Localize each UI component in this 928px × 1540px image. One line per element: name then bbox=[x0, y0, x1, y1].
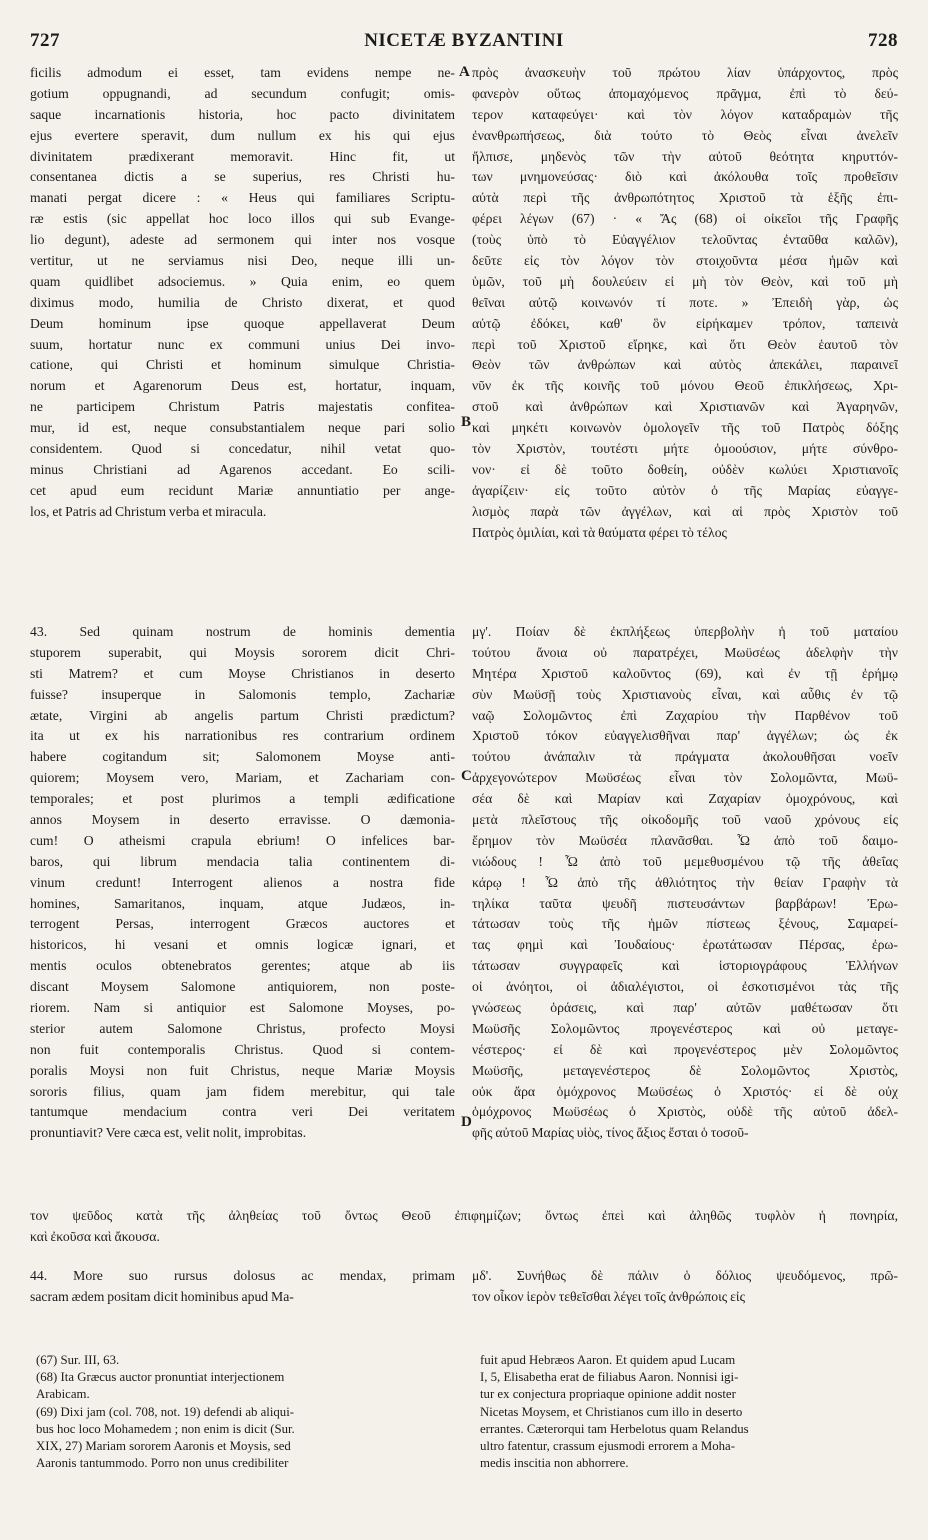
text-line: ἀρχεγονώτερον Μωϋσέως εἶναι τὸν Σολομῶντα, Μωϋ- bbox=[472, 770, 898, 786]
text-line: Πατρὸς ὁμιλίαι, καὶ τὰ θαύματα φέρει τὸ τέλος bbox=[472, 524, 727, 540]
footnotes-left bbox=[36, 1352, 454, 1472]
text-line: diximus modo, humilia de Christo dixerat, et quod bbox=[30, 294, 455, 310]
text-line: θεῖναι αὐτῷ κοινωνόν τί ποτε. » Ἐπειδὴ γὰρ, ὡς bbox=[472, 294, 898, 310]
text-line: καὶ ἐκοῦσα καὶ ἄκουσα. bbox=[30, 1228, 160, 1244]
text-line: catione, qui Christi et hominum simulque Christia- bbox=[30, 357, 455, 373]
text-line: των μνημονεύσας· διὸ καὶ ἀκόλουθα τοῖς προθεῖσιν bbox=[472, 169, 898, 185]
text-line: μγ'. Ποίαν δὲ ἐκπλήξεως ὑπερβολὴν ἡ τοῦ ματαίου bbox=[472, 624, 898, 639]
text-line: ita ut ex his narrationibus res contrarium ordinem bbox=[30, 728, 455, 744]
text-line: καὶ μηκέτι κοινωνὸν ὁμολογεῖν τῆς τοῦ Πατρὸς δόξης bbox=[472, 420, 898, 436]
page-header bbox=[30, 30, 898, 58]
text-line: habere cogitandum sit; Salomonem Moyse anti- bbox=[30, 749, 455, 765]
text-line: sororis filius, quam jam fidem merebitur, qui tale bbox=[30, 1083, 455, 1099]
text-line: XIX, 27) Mariam sororem Aaronis et Moysis, sed bbox=[36, 1438, 291, 1453]
text-line: Μωϋσῆς Σολομῶντος προγενέστερος καὶ οὐ μεταγε- bbox=[472, 1020, 898, 1036]
text-line: σὺν Μωϋσῇ τοὺς Χριστιανοὺς εἶναι, καὶ αὖθις ἐν τῷ bbox=[472, 686, 898, 702]
text-line: terrogent Persas, interrogent Græcos auctores et bbox=[30, 916, 455, 932]
text-line: τας φημὶ καὶ Ἰουδαίους· ἐρωτάτωσαν Πέρσας, ἐρω- bbox=[472, 937, 898, 953]
text-line: norum et Agarenorum Deus est, hortatur, inquam, bbox=[30, 378, 455, 394]
text-line: temporales; et post plurimos a templi ædificatione bbox=[30, 791, 455, 807]
text-line: τούτου ἀνάπαλιν τὰ πράγματα ἀκολουθῆσαι νοεῖν bbox=[472, 749, 898, 765]
text-line: τον ψεῦδος κατὰ τῆς ἀληθείας τοῦ ὄντως Θεοῦ ἐπιφημίζων; ὄντως ἐπεὶ καὶ ἀληθῶς τυφλὸν ἡ πονηρία, bbox=[30, 1208, 898, 1223]
text-line: σέα δὲ καὶ Μαρίαν καὶ Ζαχαρίαν ὁμοχρόνους, καὶ bbox=[472, 791, 898, 807]
text-line: περὶ τοῦ Χριστοῦ εἴρηκε, καὶ ὅτι Θεὸν ἑαυτοῦ τὸν bbox=[472, 336, 898, 352]
text-line: vinum credunt! Interrogent alienos a nostra fide bbox=[30, 874, 455, 890]
text-line: τὸν Χριστὸν, τουτέστι μήτε ὁμοούσιον, μήτε σύνθρο- bbox=[472, 441, 898, 457]
text-line: ultro fatentur, crassum ejusmodi errorem a Moha- bbox=[480, 1438, 735, 1453]
text-line: pronuntiavit? Vere cæca est, velit nolit, improbitas. bbox=[30, 1125, 307, 1141]
text-line: saque incarnationis historia, hoc pacto divinitatem bbox=[30, 106, 455, 122]
text-line: ἐνανθρωπήσεως, διὰ τούτο τὸ Θεὸς εἶναι ἀνελεῖν bbox=[472, 127, 898, 143]
text-line: ναῷ Σολομῶντος ἐπὶ Ζαχαρίου τὴν Παρθένον τοῦ bbox=[472, 707, 898, 723]
text-line: vertitur, ut ne serviamus nisi Deo, neque illi un- bbox=[30, 253, 455, 269]
text-line: ὁμόχρονος Μωϋσέως ὁ Χριστὸς, οὐδὲ τῆς αὐτοῦ ἀδελ- bbox=[472, 1104, 898, 1120]
text-line: Aaronis tantummodo. Porro non unus credibiliter bbox=[36, 1456, 289, 1471]
text-line: stuporem superabit, qui Moysis sororem dicit Chri- bbox=[30, 644, 455, 660]
text-line: Nicetas Moysem, et Christianos cum illo in deserto bbox=[480, 1404, 743, 1419]
text-line: tantumque mendacium contra veri Dei veritatem bbox=[30, 1104, 455, 1120]
text-line: quiorem; Moysem vero, Mariam, et Zachariam con- bbox=[30, 770, 455, 786]
greek-column-section-44 bbox=[472, 1266, 898, 1308]
text-line: ὑμῶν, τοῦ μὴ δουλεύειν εἰ μὴ τὸν Θεὸν, καὶ τοῦ μὴ bbox=[472, 273, 898, 289]
text-line: annos Moysem in deserto erravisse. O dæmonia- bbox=[30, 812, 455, 828]
text-line: μδ'. Συνήθως δὲ πάλιν ὁ δόλιος ψευδόμενος, πρῶ- bbox=[472, 1268, 898, 1283]
text-line: minus Christiani ad Agarenos accedant. Eo scili- bbox=[30, 461, 455, 477]
text-line: cet apud eum recidunt Mariæ annuntiatio per ange- bbox=[30, 482, 455, 498]
latin-column-section-43 bbox=[30, 622, 455, 1144]
text-line: νῦν ἐκ τῆς κοινῆς τοῦ μόνου Θεοῦ ἐπικλήσεως, Χρι- bbox=[472, 378, 898, 394]
text-line: manati pergat dicere : « Heus qui familiares Scriptu- bbox=[30, 190, 455, 206]
text-line: οἱ ἀνόητοι, οἱ ἀδιαλέγιστοι, οἱ ἐσκοτισμένοι τὰς τῆς bbox=[472, 979, 898, 995]
text-line: bus hoc loco Mohamedem ; non enim is dicit (Sur. bbox=[36, 1421, 295, 1436]
text-line: νιώδους ! Ὦ ἀπὸ τοῦ μεμεθυσμένου τῷ τῆς ἀθεΐας bbox=[472, 853, 898, 869]
text-line: quam quidlibet adsociemus. » Quia enim, eo quem bbox=[30, 273, 455, 289]
text-line: ἤλπισε, μηδενὸς τῶν τὴν αὐτοῦ θεότητα κηρυττόν- bbox=[472, 148, 898, 164]
text-line: (68) Ita Græcus auctor pronuntiat interjectionem bbox=[36, 1370, 285, 1385]
text-line: Θεὸν τῶν ἀνθρώπων καὶ αὐτὸς ἀπεκάλει, παραινεῖ bbox=[472, 357, 898, 373]
text-line: ræ estis (sic appellat hoc loco illos qui sub Evange- bbox=[30, 211, 455, 227]
text-line: errantes. Cæterorqui tam Herbelotus quam Relandus bbox=[480, 1421, 749, 1436]
text-line: poralis Moysi non fuit Christus, neque Mariæ Moysis bbox=[30, 1062, 455, 1078]
footnotes-right bbox=[480, 1352, 896, 1472]
text-line: Μητέρα Χριστοῦ καλοῦντος (69), καὶ ἐν τῇ ἐρήμῳ bbox=[472, 665, 898, 681]
text-line: οὐκ ἄρα ὁμόχρονος Μωϋσέως ὁ Χριστός· εἰ δὲ οὐχ bbox=[472, 1083, 898, 1099]
text-line: homines, Samaritanos, inquam, atque Judæos, in- bbox=[30, 895, 455, 911]
text-line: (τοὺς ὑπὸ τὸ Εὐαγγέλιον τελοῦντας ἐνταῦθα καλῶν), bbox=[472, 232, 898, 248]
text-line: tur ex conjectura propriaque opinione addit noster bbox=[480, 1387, 736, 1402]
margin-marker-d: D bbox=[461, 1114, 472, 1130]
text-line: non fuit contemporalis Christus. Quod si contem- bbox=[30, 1041, 455, 1057]
text-line: ficilis admodum ei esset, tam evidens nempe ne- bbox=[30, 65, 455, 80]
greek-column-section-42 bbox=[472, 63, 898, 543]
text-line: νον· εἰ δὲ τοῦτο δοθείη, οὐδὲν κωλύει Χριστιανοῖς bbox=[472, 461, 898, 477]
text-line: φανερὸν οὕτως ἀπομαχόμενος πρᾶγμα, ἐπὶ τὸ δεύ- bbox=[472, 85, 898, 101]
text-line: I, 5, Elisabetha erat de filiabus Aaron. Nonnisi igi- bbox=[480, 1370, 739, 1385]
text-line: (67) Sur. III, 63. bbox=[36, 1353, 120, 1367]
text-line: ne participem Christum Patris majestatis confitea- bbox=[30, 399, 455, 415]
latin-column-section-42 bbox=[30, 63, 455, 523]
text-line: Χριστοῦ τόκον εὐαγγελισθῆναι παρ' ἀγγέλων; ὡς ἐκ bbox=[472, 728, 898, 744]
text-line: δεῦτε εἰς τὸν λόγον τὸν στοιχοῦντα μέσα ἡμῶν καὶ bbox=[472, 253, 898, 269]
text-line: 44. More suo rursus dolosus ac mendax, primam bbox=[30, 1268, 455, 1283]
text-line: cum! O atheismi crapula ebrium! O infelices bar- bbox=[30, 832, 455, 848]
text-line: medis inscitia non abhorrere. bbox=[480, 1456, 629, 1471]
text-line: φῆς αὐτοῦ Μαρίας υἱὸς, τίνος ἄξιος ἔσται ὁ τοσοῦ- bbox=[472, 1125, 749, 1141]
margin-marker-b: B bbox=[461, 414, 472, 430]
text-line: baros, qui librum mendacia talia continentem di- bbox=[30, 853, 455, 869]
latin-column-section-44 bbox=[30, 1266, 455, 1308]
text-line: historicos, hi vesani et omnis logicæ ignari, et bbox=[30, 937, 455, 953]
text-line: τηλίκα ταῦτα ψευδῆ πιστευσάντων βαρβάρων! Ἐρω- bbox=[472, 895, 898, 911]
text-line: πρὸς ἀνασκευὴν τοῦ πρώτου λίαν ὑπάρχοντος, πρὸς bbox=[472, 65, 898, 80]
text-line: mur, id est, neque consubstantialem neque pari solio bbox=[30, 420, 455, 436]
text-line: Arabicam. bbox=[36, 1387, 90, 1402]
running-title: NICETÆ BYZANTINI bbox=[364, 30, 564, 51]
text-line: κάρῳ ! Ὦ ἀπὸ τῆς ἀθλιότητος τὴν θείαν Γραφὴν τὰ bbox=[472, 874, 898, 890]
text-line: sti Matrem? et cum Moyse Christianos in deserto bbox=[30, 665, 455, 681]
text-line: ætate, Virgini ab angelis partum Christi prædictum? bbox=[30, 707, 455, 723]
text-line: los, et Patris ad Christum verba et miracula. bbox=[30, 503, 267, 519]
text-line: considentem. Quod si concedatur, nihil vetat quo- bbox=[30, 441, 455, 457]
text-line: γνώσεως ὁράσεις, καὶ παρ' αὐτῶν μαθέτωσαν ὅτι bbox=[472, 1000, 898, 1016]
text-line: gotium oppugnandi, ad secundum confugit; omis- bbox=[30, 85, 455, 101]
text-line: στοῦ καὶ ἀνθρώπων καὶ Χριστιανῶν καὶ Ἀγαρηνῶν, bbox=[472, 399, 898, 415]
text-line: μετὰ πλεῖστους τῆς οἰκοδομῆς τοῦ ναοῦ χρόνους εἰς bbox=[472, 812, 898, 828]
text-line: τάτωσαν συγγραφεῖς καὶ ἱστοριογράφους Ἑλλήνων bbox=[472, 958, 898, 974]
margin-marker-a: A bbox=[459, 64, 470, 80]
text-line: ἔρημον τὸν Μωϋσέα πλανᾶσθαι. Ὦ ἀπὸ τοῦ δαιμο- bbox=[472, 832, 898, 848]
greek-column-section-43 bbox=[472, 622, 898, 1144]
text-line: τερον καταφεύγει· καὶ τὸν λόγον καταδραμὼν τῆς bbox=[472, 106, 898, 122]
text-line: mentis oculos obtenebratos gerentes; atque ab iis bbox=[30, 958, 455, 974]
text-line: (69) Dixi jam (col. 708, not. 19) defendi ab aliqui- bbox=[36, 1404, 295, 1419]
text-line: τον οἶκον ἱερὸν τεθεῖσθαι λέγει τοῖς ἀνθρώποις εἰς bbox=[472, 1288, 745, 1304]
text-line: αὐτῷ ἐδόκει, καθ' ὃν εἰρήκαμεν τρόπον, ταπεινὰ bbox=[472, 315, 898, 331]
text-line: 43. Sed quinam nostrum de hominis dementia bbox=[30, 624, 455, 639]
text-line: Μωϋσῆς, μεταγενέστερος δὲ Σολομῶντος Χριστὸς, bbox=[472, 1062, 898, 1078]
text-line: fuit apud Hebræos Aaron. Et quidem apud Lucam bbox=[480, 1353, 736, 1367]
text-line: discant Moysem Salomone antiquiorem, non poste- bbox=[30, 979, 455, 995]
text-line: νέστερος· εἰ δὲ καὶ προγενέστερος μὲν Σολομῶντος bbox=[472, 1041, 898, 1057]
text-line: riorem. Nam si antiquior est Salomone Moyses, po- bbox=[30, 1000, 455, 1016]
text-line: τάτωσαν τοὺς τῆς ἡμῶν πίστεως ξένους, Σαμαρεί- bbox=[472, 916, 898, 932]
page-number-right: 728 bbox=[868, 30, 898, 51]
greek-spanning-lines bbox=[30, 1206, 898, 1248]
text-line: sterior autem Salomone Christus, profecto Moysi bbox=[30, 1020, 455, 1036]
text-line: λισμὸς παρὰ τῶν ἀγγέλων, καὶ αἱ πρὸς Χριστὸν τοῦ bbox=[472, 503, 898, 519]
margin-marker-c: C bbox=[461, 768, 472, 784]
text-line: αὐτὰ περὶ τῆς ἀνθρωπότητος Χριστοῦ τὰ ἑξῆς ἐπι- bbox=[472, 190, 898, 206]
text-line: lio degunt), adeste ad sermonem qui inter nos vosque bbox=[30, 232, 455, 248]
text-line: sacram ædem positam dicit hominibus apud Ma- bbox=[30, 1288, 294, 1304]
text-line: ejus evertere speravit, dum nullum ex his qui ejus bbox=[30, 127, 455, 143]
text-line: consentanea dictis a se superius, res Christi hu- bbox=[30, 169, 455, 185]
text-line: suum, hortatur nunc ex communi unius Dei invo- bbox=[30, 336, 455, 352]
text-line: φέρει λέγων (67) · « Ἄς (68) οἱ οἰκεῖοι τῆς Γραφῆς bbox=[472, 211, 898, 227]
text-line: Deum hominum ipse quoque appellaverat Deum bbox=[30, 315, 455, 331]
text-line: τούτου ἄνοια οὐ παρατρέχει, Μωϋσέως ἀδελφὴν τὴν bbox=[472, 644, 898, 660]
text-line: fuisse? insuperque in Salomonis templo, Zachariæ bbox=[30, 686, 455, 702]
text-line: divinitatem prædixerant memoravit. Hinc fit, ut bbox=[30, 148, 455, 164]
page-number-left: 727 bbox=[30, 30, 60, 51]
text-line: ἀγαρίζειν· εἰς τοῦτο αὐτὸν ὁ τῆς Μαρίας εὐαγγε- bbox=[472, 482, 898, 498]
